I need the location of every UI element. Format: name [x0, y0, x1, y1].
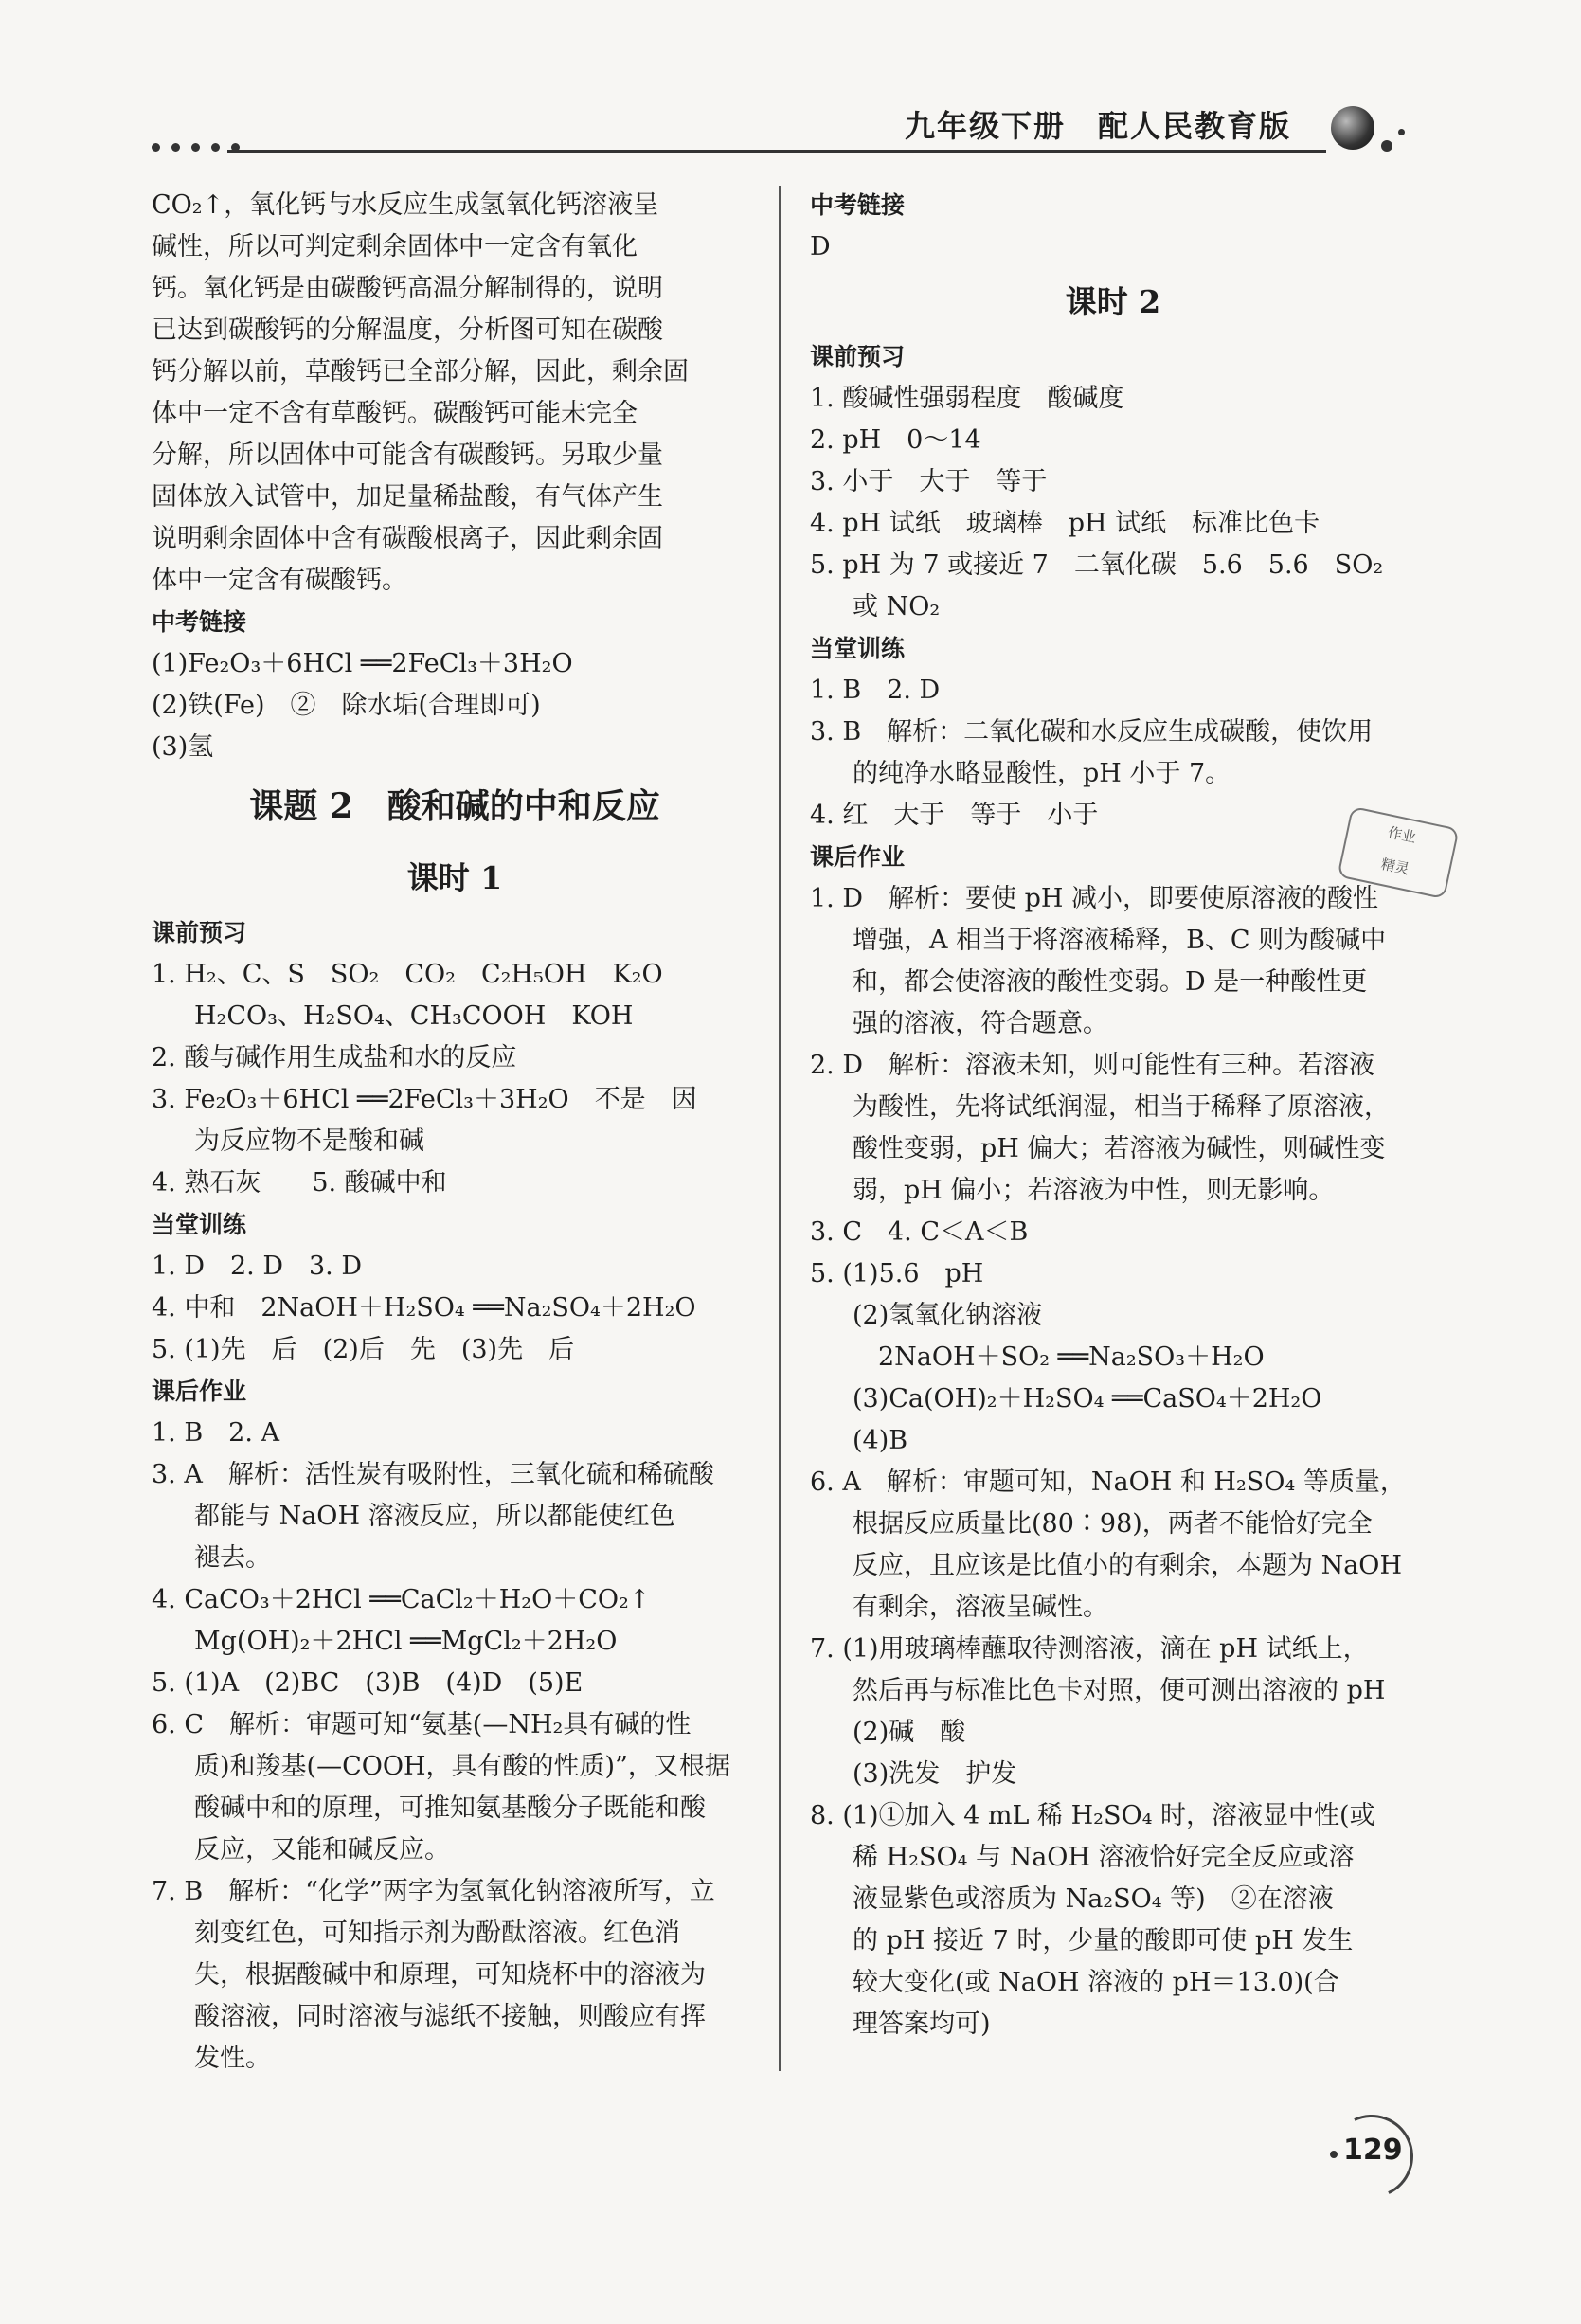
answer-line: 5. (1)先 后 (2)后 先 (3)先 后	[152, 1335, 575, 1364]
answer-line-continued: 较大变化(或 NaOH 溶液的 pH＝13.0)(合	[853, 1968, 1339, 1997]
answer-line: 8. (1)①加入 4 mL 稀 H₂SO₄ 时，溶液显中性(或	[810, 1801, 1375, 1830]
answer-line: (1)Fe₂O₃＋6HCl ══2FeCl₃＋3H₂O	[152, 649, 573, 678]
answer-line-continued: 稀 H₂SO₄ 与 NaOH 溶液恰好完全反应或溶	[853, 1843, 1355, 1872]
section-heading: 课后作业	[152, 1378, 247, 1405]
header-ball-icon	[1331, 106, 1374, 150]
answer-line-continued: 的纯净水略显酸性，pH 小于 7。	[853, 759, 1231, 788]
answer-line: 4. CaCO₃＋2HCl ══CaCl₂＋H₂O＋CO₂↑	[152, 1585, 651, 1614]
answer-line: 3. C 4. C＜A＜B	[810, 1217, 1029, 1247]
answer-line-continued: 反应，又能和碱反应。	[194, 1835, 450, 1865]
answer-line-continued: 褪去。	[194, 1543, 271, 1573]
section-heading: 课前预习	[810, 343, 906, 370]
answer-line: (3)氢	[152, 732, 214, 762]
answer-line: 7. (1)用玻璃棒蘸取待测溶液，滴在 pH 试纸上，	[810, 1634, 1369, 1664]
answer-line: 4. pH 试纸 玻璃棒 pH 试纸 标准比色卡	[810, 509, 1320, 538]
section-heading: 当堂训练	[152, 1211, 247, 1238]
header-rule	[227, 150, 1326, 153]
answer-line: 3. Fe₂O₃＋6HCl ══2FeCl₃＋3H₂O 不是 因	[152, 1085, 697, 1114]
answer-line: 1. 酸碱性强弱程度 酸碱度	[810, 384, 1124, 413]
answer-line: 5. (1)5.6 pH	[810, 1259, 984, 1288]
answer-line: 2. pH 0～14	[810, 425, 981, 455]
lesson-period-title: 课时 2	[1065, 283, 1161, 320]
answer-line-continued: 刻变红色，可知指示剂为酚酞溶液。红色消	[194, 1919, 680, 1948]
answer-line-continued: 酸性变弱，pH 偏大；若溶液为碱性，则碱性变	[853, 1134, 1386, 1163]
answer-line: 已达到碳酸钙的分解温度，分析图可知在碳酸	[152, 315, 663, 345]
answer-line: 6. C 解析：审题可知“氨基(—NH₂具有碱的性	[152, 1710, 692, 1739]
answer-line-continued: 或 NO₂	[853, 592, 941, 622]
section-heading: 中考链接	[152, 608, 247, 636]
page-number: 129	[1343, 2134, 1403, 2167]
section-heading: 中考链接	[810, 191, 906, 219]
answer-line-continued: H₂CO₃、H₂SO₄、CH₃COOH KOH	[194, 1001, 634, 1031]
answer-line-continued: 2NaOH＋SO₂ ══Na₂SO₃＋H₂O	[853, 1342, 1265, 1372]
answer-line: 碱性，所以可判定剩余固体中一定含有氧化	[152, 232, 638, 261]
section-heading: 课前预习	[152, 919, 247, 946]
page-number-dot	[1330, 2151, 1338, 2158]
answer-line-continued: 酸碱中和的原理，可推知氨基酸分子既能和酸	[194, 1793, 706, 1823]
answer-line-continued: (2)氢氧化钠溶液	[853, 1301, 1043, 1330]
header-dot-small-icon	[1398, 129, 1405, 135]
answer-line-continued: 为反应物不是酸和碱	[194, 1126, 424, 1156]
answer-line: 1. D 2. D 3. D	[152, 1252, 362, 1281]
answer-line-continued: (2)碱 酸	[853, 1718, 966, 1747]
answer-line-continued: 然后再与标准比色卡对照，便可测出溶液的 pH	[853, 1676, 1386, 1705]
header-dot-icon	[1381, 140, 1392, 152]
answer-line-continued: (4)B	[853, 1426, 908, 1455]
answer-line: 体中一定含有碳酸钙。	[152, 566, 407, 595]
answer-line: 钙分解以前，草酸钙已全部分解，因此，剩余固	[152, 357, 689, 387]
answer-line: 7. B 解析：“化学”两字为氢氧化钠溶液所写，立	[152, 1877, 715, 1906]
answer-line: 5. pH 为 7 或接近 7 二氧化碳 5.6 5.6 SO₂	[810, 550, 1384, 580]
answer-line: 钙。氧化钙是由碳酸钙高温分解制得的，说明	[152, 274, 663, 303]
answer-line-continued: 质)和羧基(—COOH，具有酸的性质)”，又根据	[194, 1752, 730, 1781]
answer-line-continued: 根据反应质量比(80∶98)，两者不能恰好完全	[853, 1509, 1373, 1539]
answer-line-continued: 失，根据酸碱中和原理，可知烧杯中的溶液为	[194, 1960, 706, 1990]
section-heading: 课后作业	[810, 843, 906, 871]
answer-line: 1. B 2. A	[152, 1418, 280, 1448]
lesson-title: 课题 2 酸和碱的中和反应	[249, 786, 660, 826]
section-heading: 当堂训练	[810, 635, 906, 662]
answer-line: 说明剩余固体中含有碳酸根离子，因此剩余固	[152, 524, 663, 553]
answer-line: 3. A 解析：活性炭有吸附性，三氧化硫和稀硫酸	[152, 1460, 714, 1489]
answer-line: 2. 酸与碱作用生成盐和水的反应	[152, 1043, 517, 1072]
answer-line-continued: 有剩余，溶液呈碱性。	[853, 1593, 1108, 1622]
answer-line: 1. B 2. D	[810, 676, 941, 705]
answer-line-continued: 和，都会使溶液的酸性变弱。D 是一种酸性更	[853, 967, 1368, 997]
right-column	[810, 185, 1416, 2045]
answer-line: (2)铁(Fe) ② 除水垢(合理即可)	[152, 691, 541, 720]
lesson-period-title: 课时 1	[406, 859, 503, 896]
stamp-text-2: 精灵	[1379, 855, 1411, 878]
answer-line-continued: 的 pH 接近 7 时，少量的酸即可使 pH 发生	[853, 1926, 1354, 1955]
answer-line-continued: (3)Ca(OH)₂＋H₂SO₄ ══CaSO₄＋2H₂O	[853, 1384, 1322, 1414]
answer-line: 4. 中和 2NaOH＋H₂SO₄ ══Na₂SO₄＋2H₂O	[152, 1293, 696, 1323]
answer-line: 4. 熟石灰 5. 酸碱中和	[152, 1168, 447, 1198]
answer-line-continued: 强的溶液，符合题意。	[853, 1009, 1108, 1038]
answer-line: CO₂↑，氧化钙与水反应生成氢氧化钙溶液呈	[152, 190, 659, 220]
answer-line: 固体放入试管中，加足量稀盐酸，有气体产生	[152, 482, 663, 512]
header-title: 九年级下册 配人民教育版	[905, 108, 1292, 144]
answer-line-continued: 液显紫色或溶质为 Na₂SO₄ 等) ②在溶液	[853, 1884, 1334, 1914]
answer-line-continued: 都能与 NaOH 溶液反应，所以都能使红色	[194, 1502, 675, 1531]
answer-line-continued: 增强，A 相当于将溶液稀释，B、C 则为酸碱中	[853, 926, 1387, 955]
answer-line: 3. 小于 大于 等于	[810, 467, 1048, 496]
answer-line: 1. H₂、C、S SO₂ CO₂ C₂H₅OH K₂O	[152, 960, 663, 989]
answer-line-continued: 反应，且应该是比值小的有剩余，本题为 NaOH	[853, 1551, 1402, 1580]
answer-line: 6. A 解析：审题可知，NaOH 和 H₂SO₄ 等质量，	[810, 1468, 1406, 1497]
answer-line-continued: 发性。	[194, 2044, 271, 2073]
answer-line-continued: (3)洗发 护发	[853, 1759, 1017, 1789]
stamp-text-1: 作业	[1386, 823, 1418, 847]
answer-line-continued: Mg(OH)₂＋2HCl ══MgCl₂＋2H₂O	[194, 1627, 618, 1656]
answer-line: 1. D 解析：要使 pH 减小，即要使原溶液的酸性	[810, 884, 1378, 913]
answer-line: 2. D 解析：溶液未知，则可能性有三种。若溶液	[810, 1051, 1374, 1080]
answer-line-continued: 酸溶液，同时溶液与滤纸不接触，则酸应有挥	[194, 2002, 706, 2031]
answer-line: 3. B 解析：二氧化碳和水反应生成碳酸，使饮用	[810, 717, 1374, 747]
answer-line: 5. (1)A (2)BC (3)B (4)D (5)E	[152, 1668, 584, 1698]
answer-line: D	[810, 232, 831, 261]
answer-line: 4. 红 大于 等于 小于	[810, 801, 1099, 830]
column-divider	[779, 186, 781, 2071]
answer-line: 分解，所以固体中可能含有碳酸钙。另取少量	[152, 441, 663, 470]
left-column	[152, 185, 758, 2080]
answer-line-continued: 理答案均可)	[853, 2009, 991, 2039]
answer-line-continued: 弱，pH 偏小；若溶液为中性，则无影响。	[853, 1176, 1335, 1205]
answer-line-continued: 为酸性，先将试纸润湿，相当于稀释了原溶液，	[853, 1092, 1390, 1122]
answer-line: 体中一定不含有草酸钙。碳酸钙可能未完全	[152, 399, 638, 428]
